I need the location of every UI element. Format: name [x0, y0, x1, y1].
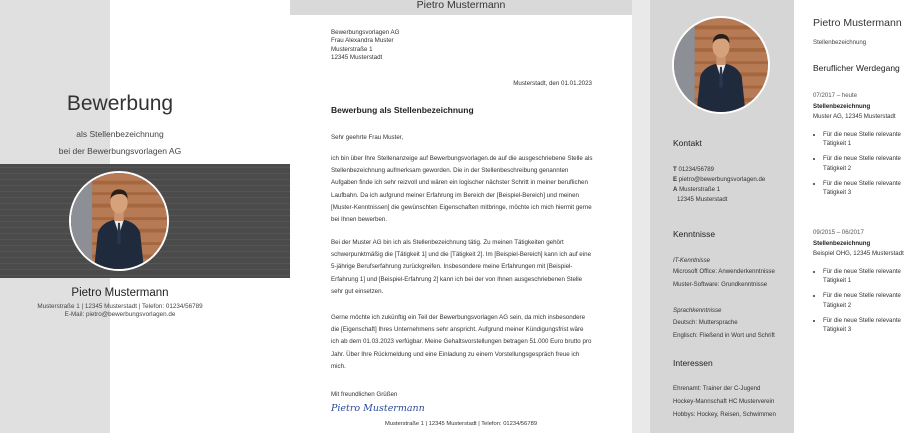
- it-skills-heading: IT-Kenntnisse: [673, 257, 711, 264]
- letter-signature: Pietro Mustermann: [331, 403, 425, 414]
- letter-salutation: Sehr geehrte Frau Muster,: [331, 134, 404, 141]
- cover-address: Musterstraße 1 | 12345 Musterstadt | Telefon: 01234/56789: [37, 303, 203, 310]
- language-item: Englisch: Fließend in Wort und Schrift: [673, 332, 775, 339]
- job-title: Stellenbezeichnung: [813, 103, 871, 111]
- interest-item: Hockey-Mannschaft HC Musterverein: [673, 398, 775, 405]
- job-task: • Für die neue Stelle relevante Tätigkeit 3: [823, 316, 921, 335]
- recipient-line: 12345 Musterstadt: [331, 53, 383, 61]
- letter-footer: Musterstraße 1 | 12345 Musterstadt | Telefon: 01234/56789: [384, 421, 538, 427]
- recipient-line: Musterstraße 1: [331, 45, 373, 53]
- job-company: Beispiel OHG, 12345 Musterstadt: [813, 249, 904, 257]
- letter-subject: Bewerbung als Stellenbezeichnung: [331, 105, 474, 115]
- contact-heading: Kontakt: [673, 138, 702, 148]
- cover-portrait-photo: [69, 171, 169, 271]
- letter-closing: Mit freundlichen Grüßen: [331, 391, 398, 398]
- job-task: • Für die neue Stelle relevante Tätigkeit 1: [823, 267, 921, 286]
- job-task-list: [813, 130, 921, 198]
- contact-address: [673, 185, 720, 194]
- letter-paragraph-1: ich bin über Ihre Stellenanzeige auf Bewerbungsvorlagen.de auf die ausgeschriebene Stelle als Stellenbezeichnung aufmerksam geworden. Die in der Stellenbeschreibung genannten Aufgaben finde ich sehr reizvoll und wären ein logischer nächster Schritt in meiner beruflichen Laufbahn. Da ich aufgrund meiner Erfahrung im Bereich der [Beispiel-Bereich] und meinen [Muster-Kenntnissen] die gewünschten Eigenschaften mitbringe, möchte ich mich hiermit gerne bei Ihnen bewerben.: [331, 155, 593, 224]
- job-task: • Für die neue Stelle relevante Tätigkeit 2: [823, 154, 921, 173]
- address-city: 12345 Musterstadt: [677, 196, 728, 203]
- recipient-line: Bewerbungsvorlagen AG: [331, 29, 400, 36]
- letter-date: Musterstadt, den 01.01.2023: [513, 80, 592, 87]
- experience-entry: [813, 228, 921, 341]
- job-task-list: [813, 267, 921, 335]
- cover-email: E-Mail: pietro@bewerbungsvorlagen.de: [64, 311, 176, 318]
- cover-letter-page: [290, 0, 632, 433]
- job-task: • Für die neue Stelle relevante Tätigkeit 1: [823, 130, 921, 149]
- contact-phone: [673, 165, 714, 174]
- letter-paragraph-3: Gerne möchte ich zukünftig ein Teil der Bewerbungsvorlagen AG sein, da mich insbesondere die [Eigenschaft] Ihres Unternehmens sehr anspricht. Aufgrund meiner Kündigungsfrist wäre ich ab dem 01.03.2023 verfügbar. Meine Gehaltsvorstellungen betragen 51.000 Euro brutto pro Jahr. Über Ihre Rückmeldung und eine Einladung zu einem Vorstellungsgespräch freue ich mich.: [331, 314, 592, 370]
- phone-value: 01234/56789: [678, 166, 715, 173]
- cover-subtitle-1: als Stellenbezeichnung: [76, 129, 164, 139]
- experience-entry: [813, 91, 921, 204]
- cover-page: [0, 0, 290, 433]
- interest-item: Hobbys: Hockey, Reisen, Schwimmen: [673, 411, 776, 418]
- job-title: Stellenbezeichnung: [813, 240, 871, 248]
- contact-email: [673, 175, 765, 184]
- skills-heading: Kenntnisse: [673, 229, 716, 239]
- cover-subtitle-2: bei der Bewerbungsvorlagen AG: [58, 146, 182, 156]
- it-skill-item: Muster-Software: Grundkenntnisse: [673, 281, 768, 288]
- it-skill-item: Microsoft Office: Anwenderkenntnisse: [673, 268, 775, 275]
- letter-recipient-block: [331, 29, 399, 62]
- cover-title: Bewerbung: [66, 92, 174, 115]
- job-task: • Für die neue Stelle relevante Tätigkeit 3: [823, 179, 921, 198]
- cv-page: [650, 0, 921, 433]
- language-skills-heading: Sprachkenntnisse: [673, 307, 722, 314]
- letter-paragraph-2: Bei der Muster AG bin ich als Stellenbezeichnung tätig. Zu meinen Tätigkeiten gehört schwerpunktmäßig die [Tätigkeit 1] und die [Tätigkeit 2]. Im [Beispiel-Bereich] kann ich auf eine 5-jährige Berufserfahrung zurückgreifen. Insbesondere meine Erfahrungen mit [Beispiel-Erfahrung 1] und [Beispiel-Erfahrung 2] kann ich bei der von Ihnen ausgeschriebenen Stelle sehr gut einsetzen.: [331, 239, 592, 295]
- address-street: Musterstraße 1: [679, 186, 721, 193]
- portrait-image: [71, 173, 167, 269]
- interests-heading: Interessen: [673, 358, 713, 368]
- language-item: Deutsch: Muttersprache: [673, 319, 738, 326]
- portrait-image: [674, 18, 768, 112]
- phone-label: T: [673, 166, 677, 173]
- recipient-line: Frau Alexandra Muster: [331, 37, 394, 45]
- email-value: pietro@bewerbungsvorlagen.de: [678, 176, 766, 183]
- cv-name: Pietro Mustermann: [813, 17, 902, 29]
- email-label: E: [673, 176, 678, 183]
- experience-heading: Beruflicher Werdegang: [813, 63, 900, 73]
- job-date-range: 07/2017 – heute: [813, 92, 858, 99]
- job-task: • Für die neue Stelle relevante Tätigkeit 2: [823, 291, 921, 310]
- job-company: Muster AG, 12345 Musterstadt: [813, 112, 896, 120]
- letter-header-name: Pietro Mustermann: [290, 0, 632, 15]
- cv-role: Stellenbezeichnung: [813, 39, 867, 46]
- cv-portrait-photo: [672, 16, 770, 114]
- cover-name: Pietro Mustermann: [71, 287, 169, 299]
- address-label: A: [673, 186, 678, 193]
- interest-item: Ehrenamt: Trainer der C-Jugend: [673, 385, 761, 392]
- job-date-range: 09/2015 – 06/2017: [813, 229, 864, 236]
